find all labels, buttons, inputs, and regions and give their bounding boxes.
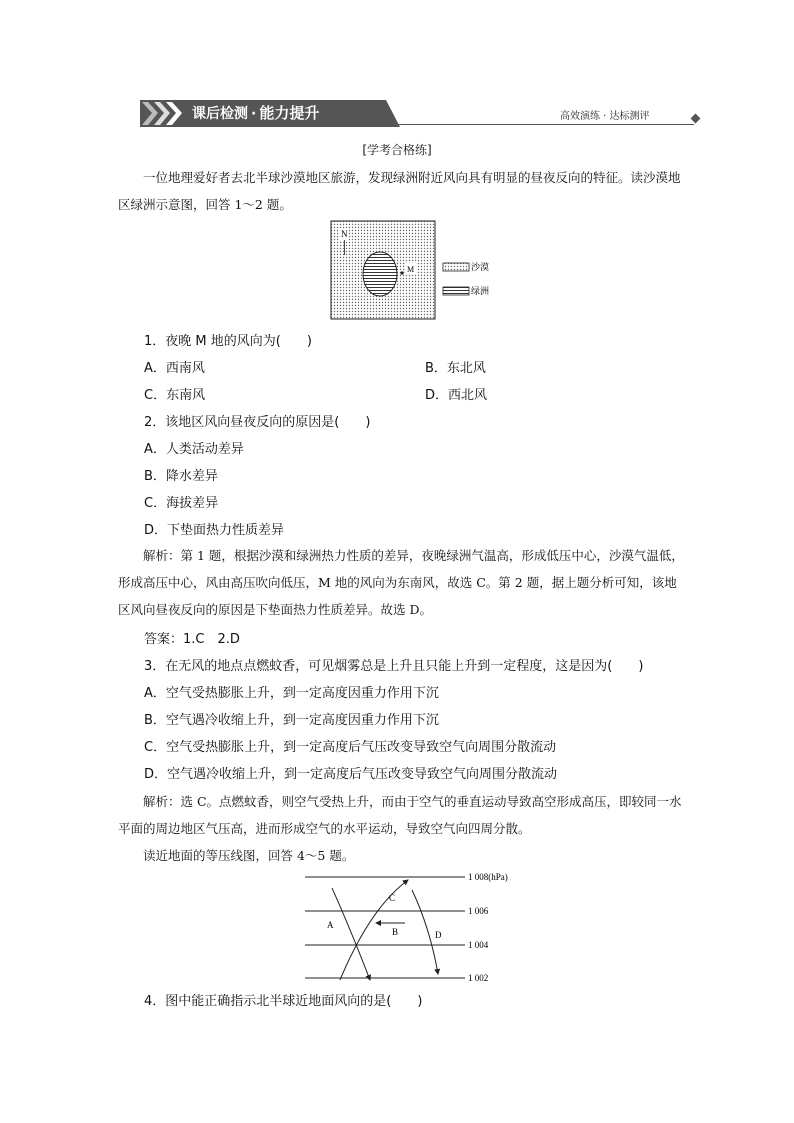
point-m-label: M bbox=[407, 265, 415, 274]
arrow-a bbox=[332, 888, 370, 980]
analysis-3: 解析：选 C。点燃蚊香，则空气受热上升，而由于空气的垂直运动导致高空形成高压，即较同一水平面的周边地区气压高，进而形成空气的水平运动，导致空气向四周分散。 bbox=[118, 794, 682, 836]
q1-option-a[interactable]: A．西南风 bbox=[144, 361, 205, 376]
isobar-label-1006: 1 006 bbox=[468, 906, 489, 916]
intro-2: 读近地面的等压线图，回答 4～5 题。 bbox=[143, 848, 355, 863]
q2-option-b[interactable]: B．降水差异 bbox=[144, 469, 218, 484]
q1-option-d[interactable]: D．西北风 bbox=[425, 388, 488, 403]
q3-option-b[interactable]: B．空气遇冷收缩上升，到一定高度因重力作用下沉 bbox=[144, 713, 439, 728]
header-title-sep: · bbox=[251, 106, 257, 122]
q3-stem: 3．在无风的地点点燃蚊香，可见烟雾总是上升且只能上升到一定程度，这是因为( ) bbox=[144, 659, 644, 674]
header-right-text: 高效演练 · 达标测评 bbox=[560, 111, 650, 122]
arrow-label-d: D bbox=[435, 930, 442, 940]
oasis-figure bbox=[330, 220, 500, 322]
q3-option-a[interactable]: A．空气受热膨胀上升，到一定高度因重力作用下沉 bbox=[144, 686, 439, 701]
legend-desert-label: 沙漠 bbox=[471, 263, 490, 273]
answer-1: 答案：1.C 2.D bbox=[144, 632, 240, 647]
q1-stem: 1．夜晚 M 地的风向为( ) bbox=[144, 334, 312, 349]
analysis-1: 解析：第 1 题，根据沙漠和绿洲热力性质的差异，夜晚绿洲气温高，形成低压中心，沙漠气温低，形成高压中心，风由高压吹向低压，M 地的风向为东南风，故选 C。第 2 题，据上题分析可知，该地区风向昼夜反向的原因是下垫面热力性质差异。故选 D。 bbox=[118, 548, 684, 617]
intro-paragraph: 一位地理爱好者去北半球沙漠地区旅游，发现绿洲附近风向具有明显的昼夜反向的特征。读沙漠地区绿洲示意图，回答 1～2 题。 bbox=[118, 170, 681, 212]
isobar-label-1004: 1 004 bbox=[468, 940, 489, 950]
legend-oasis-label: 绿洲 bbox=[471, 287, 490, 297]
q1-option-b[interactable]: B．东北风 bbox=[425, 361, 486, 376]
isobar-label-1008: 1 008(hPa) bbox=[468, 872, 508, 882]
header-title-part1: 课后检测 bbox=[192, 106, 248, 122]
q1-option-c[interactable]: C．东南风 bbox=[144, 388, 206, 403]
q4-stem: 4．图中能正确指示北半球近地面风向的是( ) bbox=[144, 994, 423, 1009]
q2-option-a[interactable]: A．人类活动差异 bbox=[144, 442, 244, 457]
q2-option-d[interactable]: D．下垫面热力性质差异 bbox=[144, 523, 285, 538]
q3-option-d[interactable]: D．空气遇冷收缩上升，到一定高度后气压改变导致空气向周围分散流动 bbox=[144, 767, 558, 782]
header-title-part2: 能力提升 bbox=[259, 104, 320, 122]
arrow-label-b: B bbox=[392, 927, 399, 937]
arrow-label-c: C bbox=[389, 893, 396, 903]
q2-stem: 2．该地区风向昼夜反向的原因是( ) bbox=[144, 415, 371, 430]
q2-option-c[interactable]: C．海拔差异 bbox=[144, 496, 219, 511]
isobar-label-1002: 1 002 bbox=[468, 973, 489, 983]
north-label: N bbox=[341, 229, 348, 239]
header-title bbox=[192, 102, 319, 123]
diamond-icon bbox=[691, 114, 701, 124]
section-title: [学考合格练] bbox=[362, 143, 432, 157]
q3-option-c[interactable]: C．空气受热膨胀上升，到一定高度后气压改变导致空气向周围分散流动 bbox=[144, 740, 557, 755]
arrow-label-a: A bbox=[327, 920, 334, 930]
isobar-figure bbox=[300, 868, 530, 986]
header-rule bbox=[392, 124, 694, 125]
